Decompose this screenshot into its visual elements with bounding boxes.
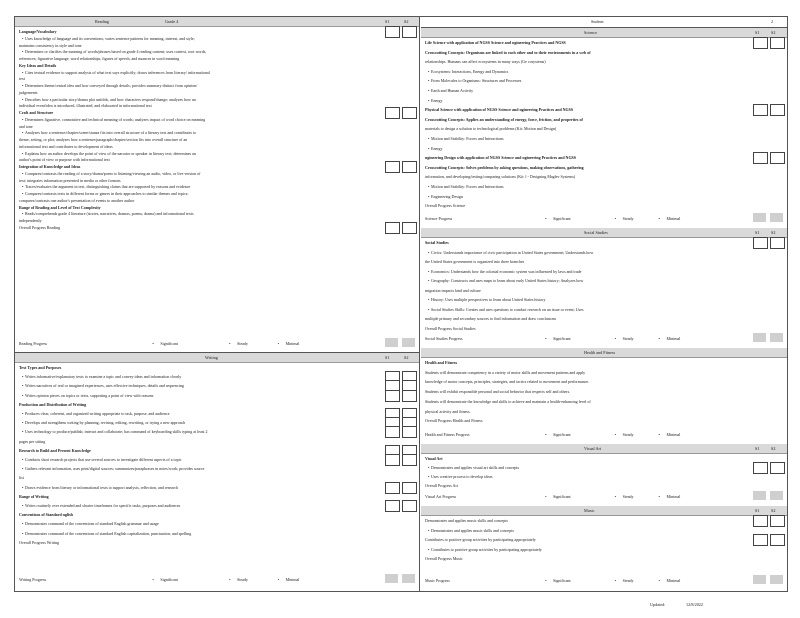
standard-item: • From Molecules to Organisms: Structures and Processes <box>431 78 521 83</box>
section-heading: Life Science with application of NGSS Science and ngineering Practices and NGSS <box>425 40 566 45</box>
s1-grade-box[interactable] <box>753 237 768 249</box>
s2-grade-box[interactable] <box>402 500 417 512</box>
s1-label: S1 <box>385 19 390 24</box>
page-number: 2 <box>771 19 773 24</box>
standard-item: • Civics: Understands importance of civic participation in United States government; Understands how <box>431 250 593 255</box>
s2-grade-box[interactable] <box>770 104 785 116</box>
report-card-page <box>14 16 788 592</box>
s2-grade-box[interactable] <box>770 37 785 49</box>
s1-label: S1 <box>755 30 760 35</box>
standard-item: • Conducts short research projects that use several sources to investigate different aspects of a topic <box>25 457 182 462</box>
standard-item: • Produces clear, coherent, and organized writing appropriate to task, purpose, and audience <box>25 411 170 416</box>
standard-item: • Writes narratives of real or imagined experiences, uses effective techniques, details and sequencing <box>25 383 184 388</box>
s1-grade-box[interactable] <box>385 161 400 173</box>
standard-item: • Writes informative/explanatory texts to examine a topic and convey ideas and information clearly <box>25 374 181 379</box>
standard-item: • Cites textual evidence to support analysis of what text says explicitly; draws inferences from literary/ informational <box>25 70 210 75</box>
s2-grade-box[interactable] <box>402 390 417 402</box>
progress-label: Social Studies Progress <box>425 336 463 341</box>
s1-label: S1 <box>385 355 390 360</box>
steady-label: Steady <box>622 578 634 583</box>
standard-item: • Social Studies Skills: Creates and uses questions to conduct research on an issue or event; Uses <box>431 307 584 312</box>
s1-grade-box[interactable] <box>753 534 768 546</box>
updated-label: Updated: <box>650 602 666 607</box>
s1-label: S1 <box>755 508 760 513</box>
s2-grade-box[interactable] <box>770 152 785 164</box>
art-header <box>421 444 787 454</box>
visual-art-section <box>421 444 787 506</box>
standard-item: • Compares/contrasts the reading of a story/drama/poem to listening/viewing an audio, video, or live version of <box>25 171 201 176</box>
music-section <box>421 506 787 590</box>
significant-label: Significant <box>553 216 571 221</box>
s2-grade-box[interactable] <box>402 426 417 438</box>
reading-header <box>15 17 419 27</box>
text-line: Overall Progress Music <box>425 556 463 561</box>
writing-header <box>15 353 419 363</box>
minimal-label: Minimal <box>666 578 681 583</box>
s2-label: S2 <box>404 19 409 24</box>
text-line: Students will exhibit responsible personal and social behavior that respects self and others. <box>425 389 571 395</box>
s1-grade-box[interactable] <box>753 462 768 474</box>
s1-grade-box[interactable] <box>753 104 768 116</box>
dash-marker: • <box>614 432 617 437</box>
standard-item: • Geography: Constructs and uses maps to learn about early United States history; Analyzes how <box>431 278 583 283</box>
s2-progress-box[interactable] <box>770 333 783 342</box>
standard-item: • Compares/contrasts texts in different forms or genres in their approaches to similar themes and topics; <box>25 191 188 196</box>
standard-item: • Demonstrates command of the conventions of standard English grammar and usage <box>25 521 159 526</box>
s2-progress-box[interactable] <box>770 491 783 500</box>
section-heading: Range of Writing <box>19 493 49 499</box>
text-line: compares/contrasts one author's presentation of events to another author <box>19 197 135 203</box>
left-column <box>15 17 420 591</box>
text-line: independently <box>19 218 42 223</box>
section-heading: Crosscutting Concepts: Applies an understanding of energy, force, friction, and properties of <box>425 116 583 122</box>
s2-grade-box[interactable] <box>770 237 785 249</box>
text-line: text; integrates information presented in media or other formats <box>19 177 121 183</box>
dash-marker: • <box>277 341 280 346</box>
text-line: informational text and contributes to development of ideas <box>19 143 113 149</box>
s2-label: S2 <box>771 508 776 513</box>
standard-item: • Determines figurative, connotative and technical meaning of words; analyzes impact of word choice on meaning <box>25 117 205 122</box>
writing-section <box>15 352 419 591</box>
dash-marker: • <box>152 341 154 346</box>
s2-progress-box[interactable] <box>770 575 783 584</box>
minimal-label: Minimal <box>666 336 681 341</box>
text-line: Contributes to positive group activities by participating appropriately <box>425 537 536 542</box>
section-heading: Range of Reading and Level of Text Complexity <box>19 204 101 210</box>
progress-label: Reading Progress <box>19 341 48 346</box>
steady-label: Steady <box>237 577 249 582</box>
s1-grade-box[interactable] <box>385 500 400 512</box>
section-heading: Integration of Knowledge and Ideas <box>19 164 81 169</box>
text-line: relationships. Humans can affect ecosystems in many ways (Ge cosystems) <box>425 59 546 65</box>
student-row <box>421 17 787 28</box>
standard-item: • Uses creative process to develop ideas <box>431 474 492 479</box>
standard-item: • Determines or clarifies the meaning of words/phrases based on grade 4 reading content; uses context, root words, <box>25 49 206 54</box>
steady-label: Steady <box>622 432 634 437</box>
text-line: Overall Progress Reading <box>19 224 61 230</box>
steady-label: Steady <box>622 336 634 341</box>
social-studies-section <box>421 228 787 348</box>
section-heading: Research to Build and Present Knowledge <box>19 447 91 453</box>
standard-item: • Reads/comprehends grade 4 literature (stories, narratives, dramas, poems, drama) and informational texts <box>25 211 194 216</box>
standard-item: • Analyzes how a sentence/chapter/scene/stanza fits into overall structure of a literary text and contributes to <box>25 130 196 135</box>
s1-progress-box[interactable] <box>385 574 398 583</box>
text-line: Overall Progress Science <box>425 203 466 209</box>
text-line: Students will demonstrate the knowledge and skills to achieve and maintain a health-enhancing level of <box>425 398 591 404</box>
text-line: physical activity and fitness. <box>425 408 471 414</box>
grade-label: Grade 4 <box>165 19 179 24</box>
s1-progress-box[interactable] <box>753 491 766 500</box>
significant-label: Significant <box>553 432 571 437</box>
significant-label: Significant <box>160 577 178 582</box>
s2-grade-box[interactable] <box>402 26 417 38</box>
section-heading: Craft and Structure <box>19 110 54 115</box>
dash-marker: • <box>658 494 660 499</box>
progress-label: Visual Art Progress <box>425 494 457 499</box>
health-header <box>421 348 787 358</box>
text-line: knowledge of motor concepts, principles, strategies, and tactics related to movement and performance. <box>425 379 590 385</box>
dash-marker: • <box>545 578 547 583</box>
standard-item: • Motion and Stability: Forces and Interactions <box>431 184 504 189</box>
s1-progress-box[interactable] <box>753 213 766 222</box>
dash-marker: • <box>152 577 154 582</box>
section-heading: Visual Art <box>425 456 443 461</box>
section-heading: Crosscutting Concepts: Solves problems by asking questions, making observations, gathering <box>425 164 584 170</box>
s1-grade-box[interactable] <box>753 37 768 49</box>
standard-item: • Gathers relevant information, uses print/digital sources; summarizes/paraphrases in notes/work; provides source <box>25 466 204 471</box>
section-heading: Physical Science with application of NGSS Science and ngineering Practices and NGSS <box>425 107 574 113</box>
text-line: text <box>19 76 25 82</box>
text-line: and tone <box>19 123 33 129</box>
steady-label: Steady <box>237 341 249 346</box>
dash-marker: • <box>658 216 660 221</box>
art-title: Visual Art <box>584 446 602 451</box>
standard-item: • Writes opinion pieces on topics or texts, supporting a point of view with reasons <box>25 393 153 398</box>
significant-label: Significant <box>553 578 571 583</box>
s1-grade-box[interactable] <box>385 26 400 38</box>
standard-item: • Motion and Stability: Forces and Interactions <box>431 136 504 141</box>
progress-label: Music Progress <box>425 578 450 583</box>
standard-item: • Uses knowledge of language and its conventions; varies sentence patterns for meaning, interest, and style; <box>25 36 195 41</box>
s2-grade-box[interactable] <box>402 482 417 494</box>
dash-marker: • <box>277 577 280 582</box>
text-line: Overall Progress Social Studies <box>425 325 476 331</box>
right-column <box>421 17 787 591</box>
s1-grade-box[interactable] <box>385 482 400 494</box>
standard-item: • Engineering Design <box>431 194 463 199</box>
s1-grade-box[interactable] <box>753 515 768 527</box>
s1-label: S1 <box>755 230 760 235</box>
music-header <box>421 506 787 516</box>
progress-label: Health and Fitness Progress <box>425 432 470 437</box>
minimal-label: Minimal <box>666 432 681 437</box>
s2-progress-box[interactable] <box>770 213 783 222</box>
standard-item: • Ecosystems: Interactions, Energy and Dynamics <box>431 69 508 74</box>
dash-marker: • <box>545 432 547 437</box>
updated-date: 12/8/2022 <box>686 602 703 607</box>
text-line: list <box>19 475 24 481</box>
music-title: Music <box>584 508 595 513</box>
reading-title: Reading <box>95 19 109 24</box>
health-title: Health and Fitness <box>584 350 616 355</box>
steady-label: Steady <box>622 494 634 499</box>
text-line: author's point of view or purpose with informational text <box>19 157 110 163</box>
s2-grade-box[interactable] <box>402 222 417 234</box>
text-line: Overall Progress Health and Fitness <box>425 418 483 424</box>
section-heading: ngineering Design with application of NGSS Science and ngineering Practices and NGSS <box>425 155 577 161</box>
text-line: Students will demonstrate competency in a variety of motor skills and movement patterns and apply <box>425 369 586 375</box>
dash-marker: • <box>545 494 547 499</box>
standard-item: • Demonstrates and applies music skills and concepts <box>431 528 514 533</box>
s2-label: S2 <box>404 355 409 360</box>
dash-marker: • <box>614 494 617 499</box>
standard-item: • Describes how a particular story/drama plot unfolds, and how characters respond/change; analyzes how an <box>25 97 196 102</box>
section-heading: Health and Fitness <box>425 360 458 365</box>
standard-item: • Traces/evaluates the argument in text, distinguishing claims that are supported by reasons and evidence <box>25 184 190 189</box>
s1-progress-box[interactable] <box>385 338 398 347</box>
s2-grade-box[interactable] <box>770 534 785 546</box>
s1-progress-box[interactable] <box>753 575 766 584</box>
text-line: Overall Progress Art <box>425 483 458 488</box>
dash-marker: • <box>614 336 617 341</box>
dash-marker: • <box>658 578 660 583</box>
standard-item: • Writes routinely over extended and shorter timeframes for specific tasks, purposes and audiences <box>25 503 180 508</box>
section-heading: Social Studies <box>425 240 449 245</box>
s2-label: S2 <box>771 30 776 35</box>
section-heading: Text Types and Purposes <box>19 365 62 370</box>
s2-label: S2 <box>771 230 776 235</box>
dash-marker: • <box>614 216 617 221</box>
standard-item: • Energy <box>431 146 442 151</box>
minimal-label: Minimal <box>285 577 300 582</box>
dash-marker: • <box>614 578 617 583</box>
dash-marker: • <box>658 336 660 341</box>
s1-grade-box[interactable] <box>753 152 768 164</box>
steady-label: Steady <box>622 216 634 221</box>
s2-grade-box[interactable] <box>402 161 417 173</box>
standard-item: • History: Uses multiple perspectives to learn about United States history <box>431 297 546 302</box>
text-line: multiple primary and secondary sources to find information and draw conclusions <box>425 316 557 321</box>
text-line: maintains consistency in style and tone <box>19 42 82 48</box>
section-heading: Production and Distribution of Writing <box>19 401 87 407</box>
section-heading: Conventions of Standard nglish <box>19 512 73 518</box>
significant-label: Significant <box>553 336 571 341</box>
health-section <box>421 348 787 444</box>
text-line: the United States government is organized into three branches <box>425 259 525 264</box>
s1-grade-box[interactable] <box>385 454 400 466</box>
standard-item: • Demonstrates command of the conventions of standard English capitalization, punctuation, and spelling <box>25 531 191 536</box>
standard-item: • Energy <box>431 98 442 103</box>
section-heading: Language/Vocabulary <box>19 29 57 34</box>
dash-marker: • <box>229 341 231 346</box>
significant-label: Significant <box>160 341 178 346</box>
s1-grade-box[interactable] <box>385 390 400 402</box>
dash-marker: • <box>229 577 231 582</box>
text-line: Overall Progress Writing <box>19 539 59 545</box>
standard-item: • Economics: Understands how the colonial economic system was influenced by laws and trade <box>431 269 581 274</box>
standard-item: • Contributes to positive group activities by participating appropriately <box>431 547 542 552</box>
dash-marker: • <box>545 336 547 341</box>
text-line: migration impacts land and culture <box>425 287 481 293</box>
s2-grade-box[interactable] <box>402 107 417 119</box>
standard-item: • Explains how an author develops the point of view of the narrator or speaker in literary text; determines an <box>25 151 196 156</box>
reading-section <box>15 17 419 352</box>
science-title: Science <box>584 30 598 35</box>
standard-item: • Develops and strengthens writing by planning, revising, editing, rewriting, or trying a new approach <box>25 420 185 425</box>
student-label: Student: <box>591 19 605 24</box>
s2-progress-box[interactable] <box>402 338 415 347</box>
standard-item: • Uses technology to produce/publish; interact and collaborate; has command of keyboarding skills typing at least 2 <box>25 429 208 434</box>
dash-marker: • <box>658 432 660 437</box>
standard-item: • Determines theme/central idea and how conveyed through details; provides summary distinct from opinion/ <box>25 83 197 88</box>
text-line: materials to design a solution to technological problems (Kit: Motion and Design) <box>425 126 557 132</box>
text-line: references; figurative language, word relationships, figures of speech, and nuances in word meaning <box>19 56 180 61</box>
significant-label: Significant <box>553 494 571 499</box>
section-heading: Crosscutting Concepts: Organisms are linked to each other and to their environments in a web of <box>425 49 591 55</box>
social-header <box>421 228 787 238</box>
s2-grade-box[interactable] <box>770 515 785 527</box>
text-line: individual event/idea is introduced, illustrated, and elaborated in informational text <box>19 103 152 109</box>
s1-grade-box[interactable] <box>385 107 400 119</box>
minimal-label: Minimal <box>666 494 681 499</box>
science-header <box>421 28 787 38</box>
science-section <box>421 28 787 228</box>
s2-progress-box[interactable] <box>402 574 415 583</box>
dash-marker: • <box>545 216 547 221</box>
s1-grade-box[interactable] <box>385 222 400 234</box>
standard-item: • Demonstrates and applies visual art skills and concepts <box>431 465 519 470</box>
standard-item: • Earth and Human Activity <box>431 88 473 93</box>
s2-label: S2 <box>771 446 776 451</box>
minimal-label: Minimal <box>285 341 300 346</box>
progress-label: Science Progress <box>425 216 453 221</box>
social-title: Social Studies <box>584 230 608 235</box>
text-line: pages per sitting <box>19 438 46 444</box>
s1-progress-box[interactable] <box>753 333 766 342</box>
s1-label: S1 <box>755 446 760 451</box>
minimal-label: Minimal <box>666 216 681 221</box>
s2-grade-box[interactable] <box>770 462 785 474</box>
standard-item: • Draws evidence from literary or informational texts to support analysis, reflection, and research <box>25 485 178 490</box>
writing-title: Writing <box>205 355 218 360</box>
section-heading: Key Ideas and Details <box>19 62 57 68</box>
s2-grade-box[interactable] <box>402 454 417 466</box>
s1-grade-box[interactable] <box>385 426 400 438</box>
text-line: theme, setting, or plot; analyzes how a sentence/paragraph/chapter/section fits into overall structure of an <box>19 137 188 142</box>
text-line: information, and developing/testing/comparing solutions (Kit: l - Designing Maglev Systems) <box>425 174 576 180</box>
progress-label: Writing Progress <box>19 577 47 582</box>
text-line: Demonstrates and applies music skills and concepts <box>425 518 508 523</box>
text-line: judgements <box>19 89 38 95</box>
